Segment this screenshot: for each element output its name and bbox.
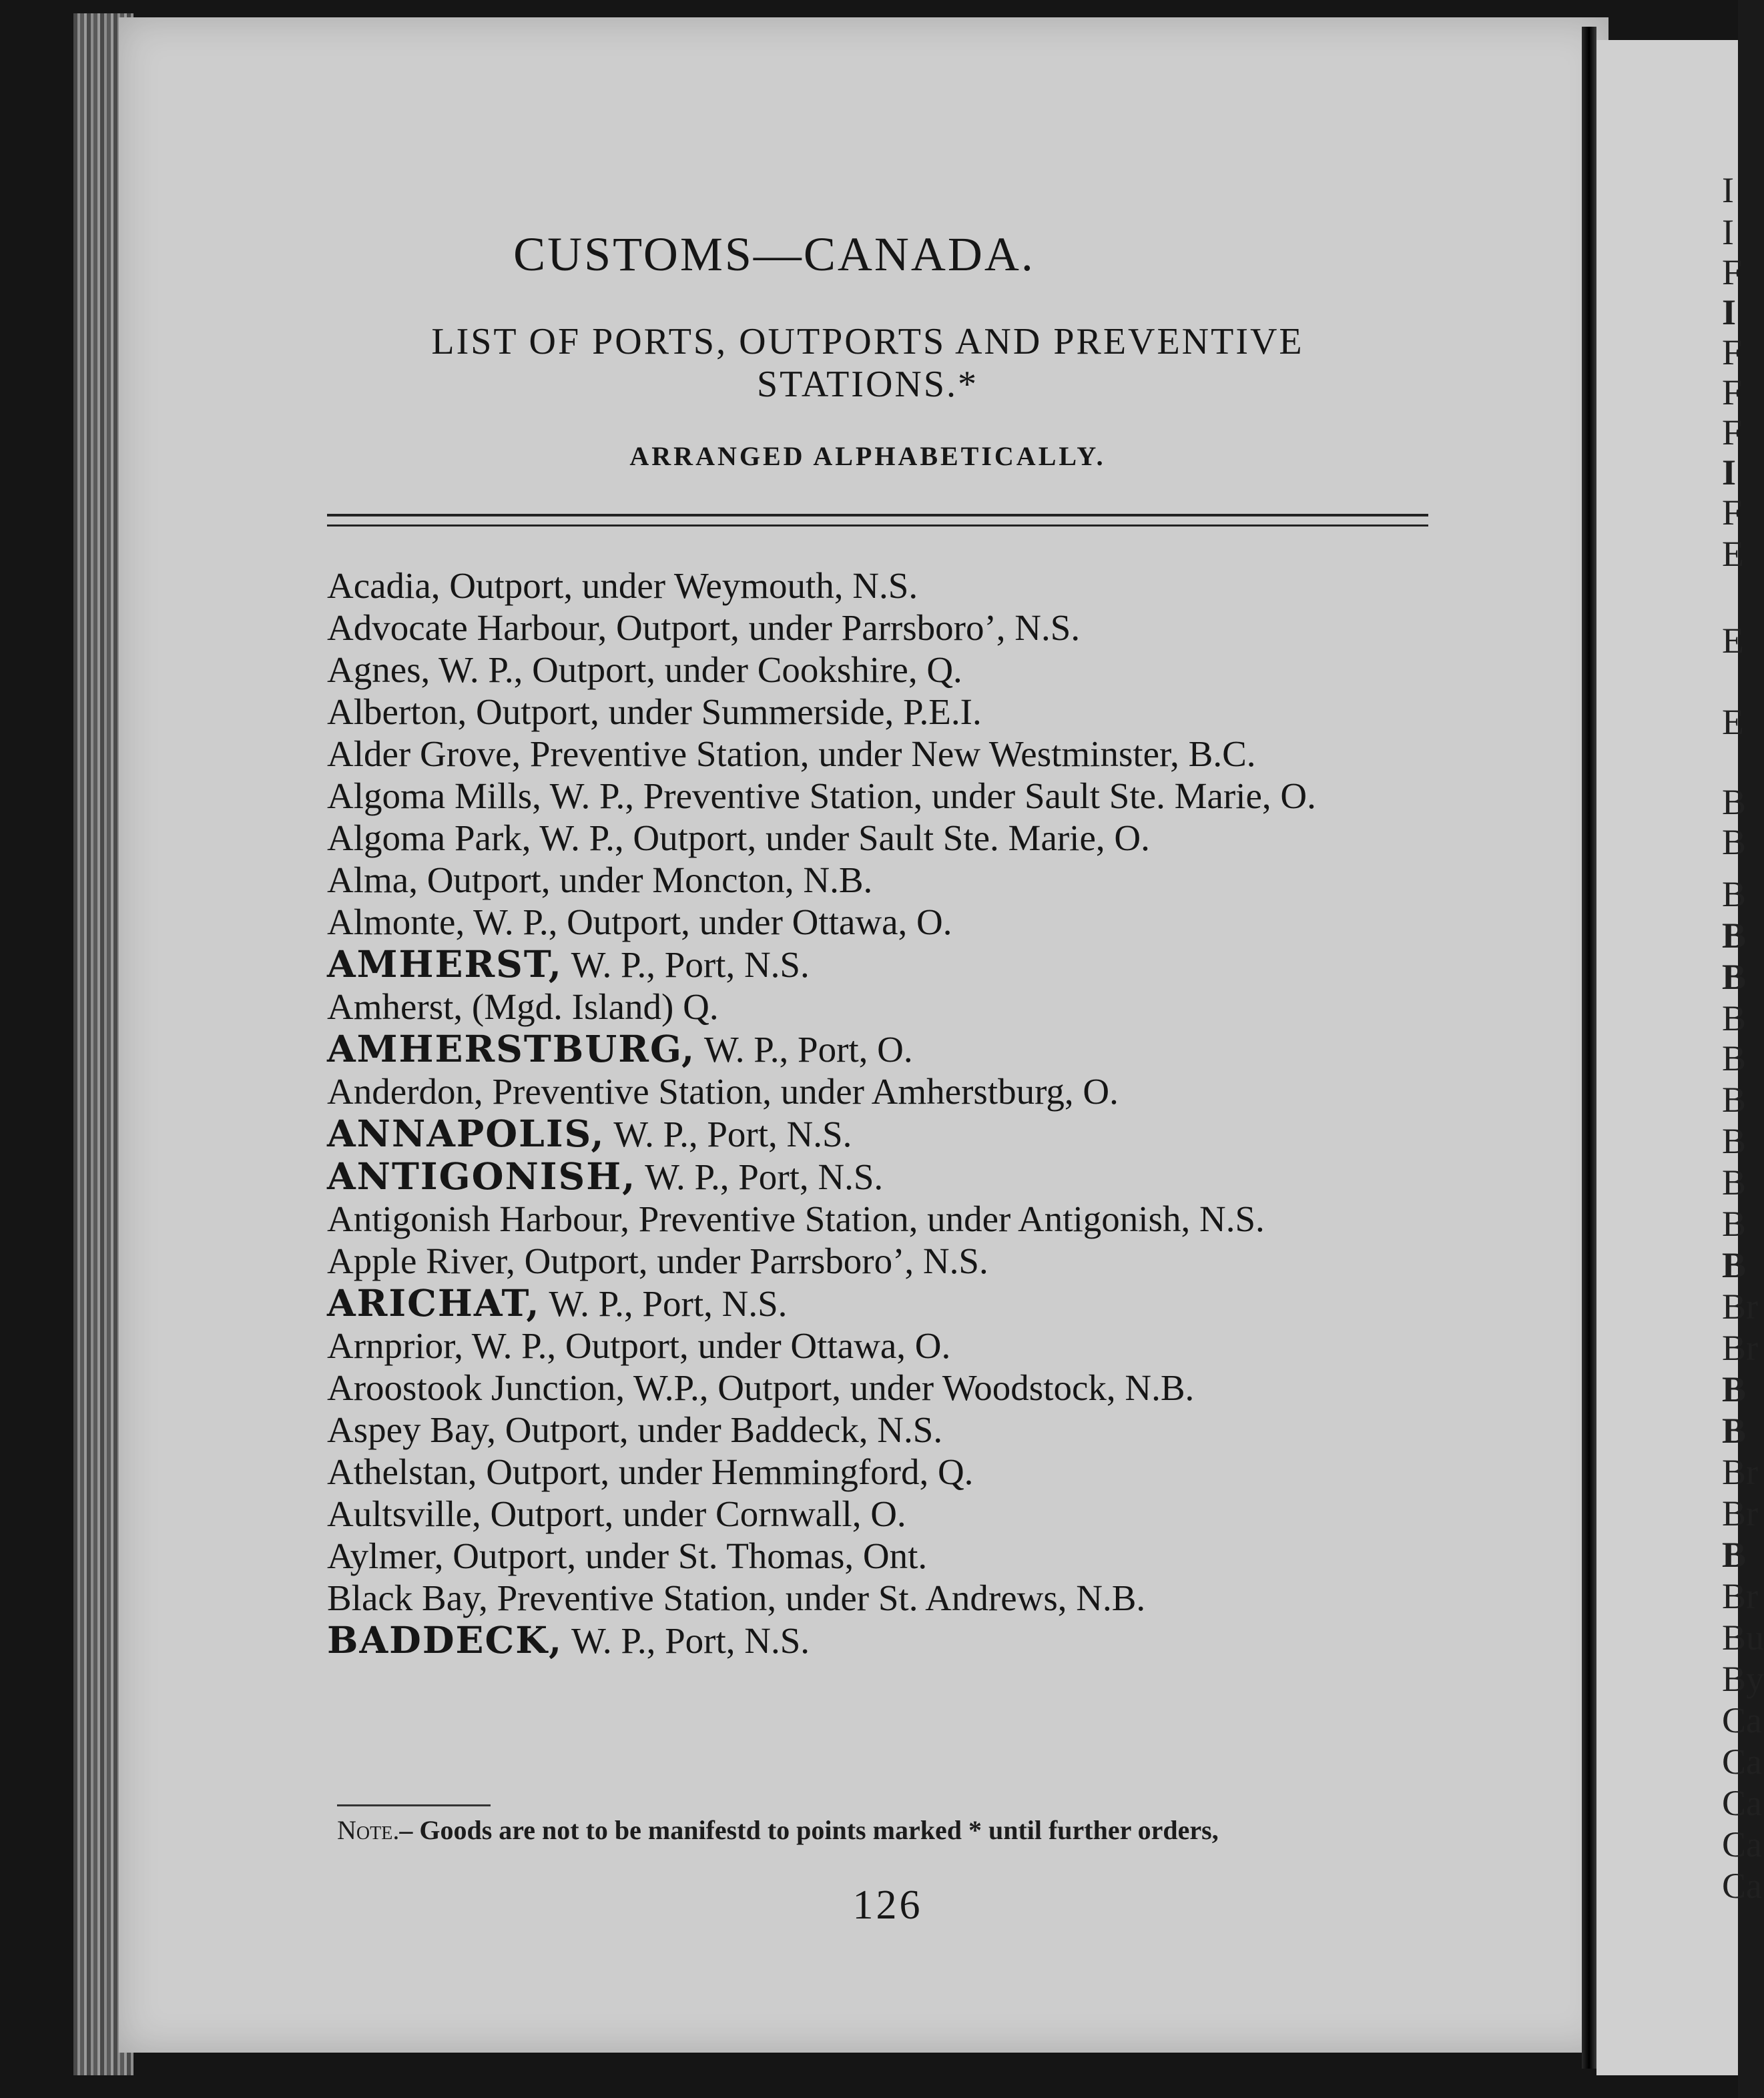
entry-text: Black Bay, Preventive Station, under St. Andrews, N.B. [327, 1578, 1146, 1618]
facing-page-fragment: Ca [1722, 1824, 1762, 1864]
facing-page-fragment: I [1722, 452, 1737, 492]
facing-page-fragment: F [1722, 492, 1743, 533]
station-entry [327, 1325, 1475, 1367]
facing-page-fragment: B [1722, 1121, 1747, 1161]
entry-text: Acadia, Outport, under Weymouth, N.S. [327, 565, 918, 606]
port-name: ARICHAT, [327, 1281, 541, 1325]
entry-text: W. P., Port, N.S. [540, 1283, 788, 1324]
station-entry [327, 775, 1475, 817]
facing-page-fragment: B [1722, 1245, 1747, 1285]
entry-text: Almonte, W. P., Outport, under Ottawa, O. [327, 902, 952, 942]
page-number: 126 [852, 1882, 923, 1928]
entry-text: Antigonish Harbour, Preventive Station, under Antigonish, N.S. [327, 1198, 1265, 1239]
entry-text: Agnes, W. P., Outport, under Cookshire, Q. [327, 649, 962, 690]
facing-page-fragment: E [1722, 702, 1744, 742]
entry-text: Aultsville, Outport, under Cornwall, O. [327, 1493, 906, 1534]
facing-page-fragment: B [1722, 1535, 1747, 1575]
entry-text: Advocate Harbour, Outport, under Parrsboro’, N.S. [327, 607, 1081, 648]
facing-page-fragment: B [1722, 957, 1747, 997]
page-title: CUSTOMS—CANADA. [513, 228, 1035, 281]
facing-page-fragment: By [1722, 1659, 1764, 1699]
facing-page-fragment: Ca [1722, 1700, 1762, 1740]
facing-page-fragment: Br [1722, 1287, 1758, 1327]
facing-page-fragment: B [1722, 916, 1747, 956]
entry-text: Alma, Outport, under Moncton, N.B. [327, 859, 873, 900]
entry-text: Athelstan, Outport, under Hemmingford, Q. [327, 1451, 974, 1492]
facing-page-fragment: F [1722, 252, 1743, 292]
port-entry [327, 1112, 1475, 1155]
facing-page-fragment: B [1722, 1204, 1747, 1244]
footnote-rule [337, 1804, 491, 1806]
port-name: AMHERSTBURG, [327, 1027, 696, 1070]
entry-text: Alder Grove, Preventive Station, under New Westminster, B.C. [327, 733, 1256, 774]
facing-page-fragment: F [1722, 332, 1743, 372]
entry-text: Aspey Bay, Outport, under Baddeck, N.S. [327, 1409, 943, 1450]
arrangement-note: ARRANGED ALPHABETICALLY. [629, 441, 1106, 471]
station-entry [327, 607, 1475, 649]
entry-text: W. P., Port, N.S. [605, 1114, 852, 1154]
facing-page-fragment: B [1722, 1411, 1747, 1451]
station-entry [327, 649, 1475, 691]
double-rule-divider [327, 514, 1428, 527]
facing-page-fragment: B [1722, 874, 1747, 914]
entry-text: Alberton, Outport, under Summerside, P.E.I. [327, 691, 982, 732]
facing-page-fragment: Ca [1722, 1866, 1762, 1906]
facing-page-fragment: I [1722, 170, 1734, 210]
port-name: ANNAPOLIS, [327, 1112, 605, 1155]
station-entry [327, 691, 1475, 733]
facing-page-fragment: Br [1722, 1576, 1758, 1616]
entry-text: W. P., Port, O. [695, 1029, 913, 1070]
facing-page-fragment: Br [1722, 1493, 1758, 1533]
station-entry [327, 1198, 1475, 1240]
entry-text: Arnprior, W. P., Outport, under Ottawa, O. [327, 1325, 951, 1366]
facing-page-fragment: I [1722, 212, 1734, 252]
station-entry [327, 817, 1475, 859]
port-entry [327, 943, 1475, 986]
entry-text: Amherst, (Mgd. Island) Q. [327, 986, 719, 1027]
facing-page-fragment: F [1722, 372, 1743, 412]
facing-page-fragment: B [1722, 1162, 1747, 1202]
facing-page-fragment: B [1722, 998, 1747, 1038]
port-entry [327, 1028, 1475, 1070]
facing-page-fragment: Ca [1722, 1742, 1762, 1782]
entry-text: W. P., Port, N.S. [562, 944, 810, 985]
facing-page-fragment: B [1722, 782, 1747, 822]
port-entry [327, 1155, 1475, 1198]
station-entry [327, 1493, 1475, 1535]
port-name: AMHERST, [327, 942, 563, 986]
station-entry [327, 1409, 1475, 1451]
entry-text: Apple River, Outport, under Parrsboro’, N.S. [327, 1241, 988, 1281]
facing-page-fragment: Br [1722, 1452, 1758, 1492]
station-entry [327, 1451, 1475, 1493]
facing-page-fragment: Ca [1722, 1783, 1762, 1823]
station-entry [327, 986, 1475, 1028]
port-name: BADDECK, [327, 1618, 563, 1662]
facing-page [1596, 40, 1738, 2075]
port-entry [327, 1619, 1475, 1662]
port-entry [327, 1282, 1475, 1325]
port-name: ANTIGONISH, [327, 1154, 637, 1198]
station-entry [327, 859, 1475, 901]
station-entry [327, 1367, 1475, 1409]
book-gutter [1582, 27, 1596, 2069]
page-subtitle: LIST OF PORTS, OUTPORTS AND PREVENTIVE STATIONS.* [431, 321, 1304, 405]
entry-text: Aroostook Junction, W.P., Outport, under Woodstock, N.B. [327, 1367, 1195, 1408]
entry-text: Algoma Mills, W. P., Preventive Station, under Sault Ste. Marie, O. [327, 775, 1316, 816]
station-entry [327, 901, 1475, 943]
facing-page-fragment: Bu [1722, 1618, 1764, 1658]
facing-page-fragment: B [1722, 1080, 1747, 1120]
entry-text: W. P., Port, N.S. [563, 1620, 810, 1661]
facing-page-fragment: B [1722, 1038, 1747, 1078]
footnote-lead: Note. [337, 1815, 400, 1845]
facing-page-fragment: B [1722, 1369, 1747, 1409]
facing-page-fragment: I [1722, 292, 1737, 332]
station-entry [327, 1240, 1475, 1282]
ports-list [327, 565, 1475, 1662]
facing-page-fragment: E [1722, 534, 1744, 574]
entry-text: W. P., Port, N.S. [636, 1156, 884, 1197]
station-entry [327, 1070, 1475, 1112]
footnote [337, 1811, 1472, 1850]
facing-page-fragment: Br [1722, 1328, 1758, 1368]
station-entry [327, 565, 1475, 607]
station-entry [327, 1535, 1475, 1577]
entry-text: Aylmer, Outport, under St. Thomas, Ont. [327, 1535, 928, 1576]
station-entry [327, 733, 1475, 775]
entry-text: Anderdon, Preventive Station, under Amherstburg, O. [327, 1071, 1119, 1112]
facing-page-fragment: B [1722, 822, 1747, 862]
facing-page-fragment: F [1722, 412, 1743, 452]
entry-text: Algoma Park, W. P., Outport, under Sault Ste. Marie, O. [327, 817, 1150, 858]
footnote-text: – Goods are not to be manifestd to points marked * until further orders, [399, 1815, 1219, 1845]
facing-page-fragment: E [1722, 621, 1744, 661]
station-entry [327, 1577, 1475, 1619]
